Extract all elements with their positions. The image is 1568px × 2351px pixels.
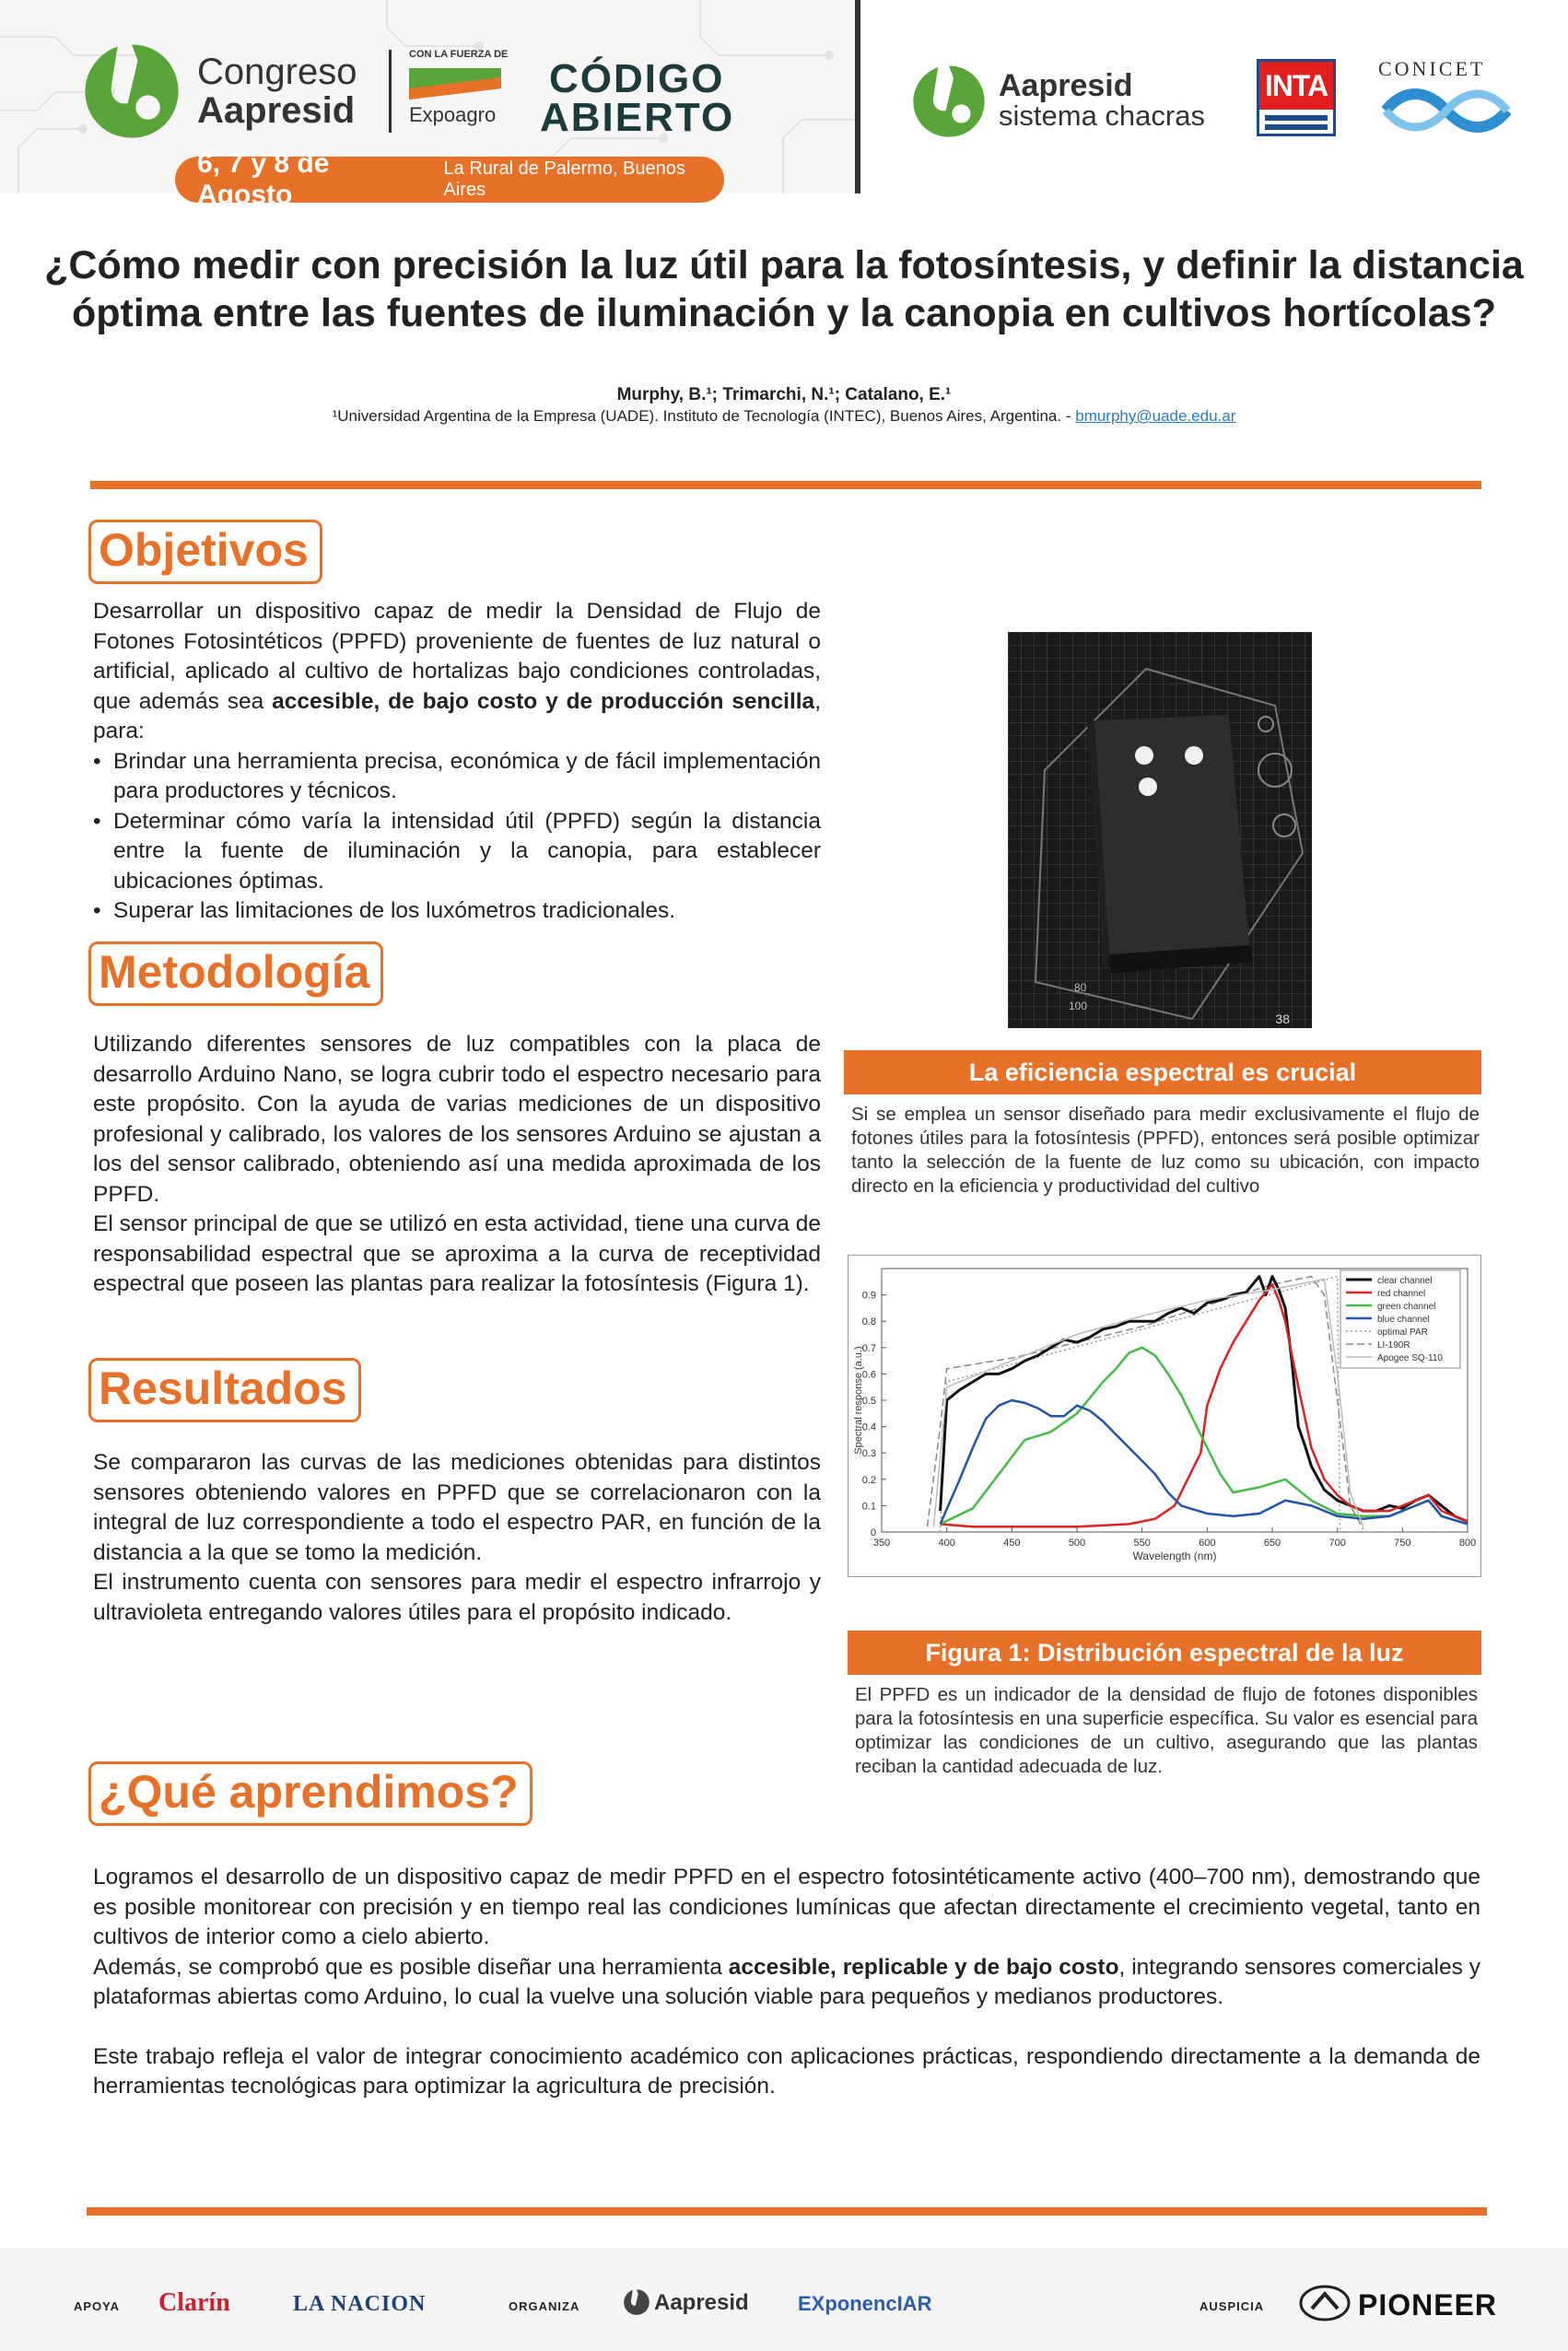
- spectral-chart: [848, 1255, 1481, 1577]
- figura-text: El PPFD es un indicador de la densidad de flujo de fotones disponibles para la fotosíntesis en una superficie específica. Su valor es esencial para optimizar las condiciones de un cultivo, asegurando que las plantas reciban la cantidad adecuada de luz.: [855, 1684, 1478, 1777]
- aapresid-sc-line1: Aapresid: [999, 68, 1133, 103]
- poster-header: [0, 0, 1568, 210]
- metodologia-p2: El sensor principal de que se utilizó en esta actividad, tiene una curva de responsabilidad espectral que se aproxima a la curva de receptividad espectral que poseen las plantas para realizar la fotosíntesis (Figura 1).: [93, 1211, 821, 1296]
- spectral-chart-svg: [848, 1256, 1482, 1578]
- aprendimos-p2: Además, se comprobó que es posible diseñar una herramienta accesible, replicable y de bajo costo, integrando sensores comerciales y plataformas abiertas como Arduino, lo cual la vuelve una solución viable para pequeños y medianos productores.: [93, 1954, 1480, 2009]
- header-divider: [855, 0, 860, 193]
- aapresid-footer-logo: Aapresid: [654, 2290, 749, 2315]
- x-tick-label: 350: [872, 1538, 891, 1549]
- expoagro-flag-icon: [409, 68, 501, 99]
- aapresid-footer-leaf-icon: [623, 2288, 650, 2316]
- inta-logo: [1257, 59, 1336, 136]
- affiliation: [0, 407, 1568, 426]
- ruler-label: 80: [1074, 981, 1087, 994]
- event-place: La Rural de Palermo, Buenos Aires: [443, 158, 685, 200]
- metodologia-heading: Metodología: [88, 942, 383, 1006]
- figura-heading: Figura 1: Distribución espectral de la luz: [848, 1631, 1481, 1675]
- affiliation-text: ¹Universidad Argentina de la Empresa (UADE). Instituto de Tecnología (INTEC), Buenos Aires, Argentina. -: [332, 407, 1076, 425]
- aprendimos-heading: ¿Qué aprendimos?: [88, 1761, 532, 1826]
- legend-label: green channel: [1377, 1302, 1436, 1312]
- photo-number: 38: [1275, 1012, 1290, 1026]
- title-line2: óptima entre las fuentes de iluminación y la canopia en cultivos hortícolas?: [72, 291, 1496, 336]
- objetivos-text: [93, 597, 821, 927]
- x-tick-label: 800: [1458, 1538, 1477, 1549]
- x-tick-label: 600: [1199, 1538, 1216, 1549]
- inta-text: INTA: [1259, 62, 1333, 110]
- event-date: 6, 7 y 8 de Agosto: [197, 148, 330, 210]
- aapresid-leaf-icon: [81, 41, 182, 142]
- email-link[interactable]: bmurphy@uade.edu.ar: [1075, 407, 1236, 425]
- y-tick-label: 0.5: [861, 1396, 876, 1407]
- y-tick-label: 0.4: [861, 1421, 876, 1433]
- ruler-label: 100: [1069, 1000, 1088, 1012]
- metodologia-text: [93, 1030, 821, 1300]
- aprendimos-p1: Logramos el desarrollo de un dispositivo capaz de medir PPFD en el espectro fotosintéticamente activo (400–700 nm), demostrando que es posible monitorear con precisión y en tiempo real las condiciones lumínicas que afectan directamente el crecimiento vegetal, tanto en cultivos de interior como a cielo abierto.: [93, 1865, 1480, 1949]
- x-tick-label: 700: [1328, 1538, 1346, 1549]
- x-axis-label: Wavelength (nm): [1132, 1550, 1217, 1562]
- objetivos-heading: Objetivos: [88, 520, 322, 584]
- con-la-fuerza-de: CON LA FUERZA DE: [409, 49, 509, 60]
- aprendimos-text: [93, 1863, 1480, 2102]
- y-tick-label: 0.9: [861, 1290, 876, 1302]
- aapresid-sc-line2: sistema chacras: [999, 99, 1205, 132]
- auspicia-label: AUSPICIA: [1199, 2299, 1265, 2313]
- date-banner: [175, 148, 724, 210]
- conicet-text: CONICET: [1378, 57, 1486, 80]
- legend-label: red channel: [1377, 1289, 1426, 1299]
- clarin-logo: Clarín: [158, 2288, 230, 2317]
- legend-label: LI-190R: [1377, 1340, 1410, 1351]
- sponsor-footer: [0, 2248, 1568, 2351]
- eficiencia-text: Si se emplea un sensor diseñado para medir exclusivamente el flujo de fotones útiles para la fotosíntesis (PPFD), entonces será posible optimizar tanto la selección de la fuente de luz como su ubicación, con impacto directo en la eficiencia y productividad del cultivo: [851, 1104, 1480, 1197]
- metodologia-p1: Utilizando diferentes sensores de luz compatibles con la placa de desarrollo Arduino Nano, se logra cubrir todo el espectro necesario para este propósito. Con la ayuda de varias mediciones de un dispositivo profesional y calibrado, los valores de los sensores Arduino se ajustan a los del sensor calibrado, obteniendo así una medida aproximada de los PPFD.: [93, 1032, 821, 1207]
- aapresid-sc-leaf-icon: [910, 63, 988, 140]
- x-tick-label: 450: [1003, 1538, 1021, 1549]
- legend-label: clear channel: [1377, 1276, 1433, 1286]
- congreso-line1: Congreso: [197, 52, 357, 92]
- x-tick-label: 500: [1068, 1538, 1086, 1549]
- resultados-heading: Resultados: [88, 1358, 361, 1422]
- objetivos-bullet: • Determinar cómo varía la intensidad útil (PPFD) según la distancia entre la fuente de iluminación y la canopia, para establecer ubicaciones óptimas.: [93, 807, 821, 897]
- top-orange-rule: [90, 481, 1481, 489]
- x-tick-label: 750: [1394, 1538, 1411, 1549]
- x-tick-label: 650: [1263, 1538, 1281, 1549]
- y-axis-label: Spectral response (a.u.): [853, 1346, 864, 1455]
- logo-separator: [389, 50, 392, 133]
- resultados-text: [93, 1448, 821, 1628]
- expoagro-text: Expoagro: [409, 103, 497, 126]
- resultados-p2: El instrumento cuenta con sensores para medir el espectro infrarrojo y ultravioleta entregando valores útiles para el propósito indicado.: [93, 1570, 821, 1625]
- codigo-line2: ABIERTO: [540, 95, 735, 140]
- legend-label: blue channel: [1377, 1315, 1430, 1325]
- y-tick-label: 0.2: [861, 1474, 876, 1486]
- y-tick-label: 0.3: [861, 1448, 876, 1460]
- objetivos-intro: Desarrollar un dispositivo capaz de medir la Densidad de Flujo de Fotones Fotosintéticos (PPFD) proveniente de fuentes de luz natural o artificial, aplicado al cultivo de hortalizas bajo condiciones controladas, que además sea accesible, de bajo costo y de producción sencilla, para:: [93, 599, 821, 743]
- device-photo: [1008, 632, 1312, 1028]
- poster-title: [28, 241, 1540, 338]
- aprendimos-p3: Este trabajo refleja el valor de integrar conocimiento académico con aplicaciones prácticas, respondiendo directamente a la demanda de herramientas tecnológicas para optimizar la agricultura de precisión.: [93, 2043, 1480, 2099]
- y-tick-label: 0.6: [861, 1369, 876, 1381]
- y-tick-label: 0: [870, 1527, 876, 1538]
- lanacion-logo: LA NACION: [293, 2292, 427, 2316]
- objetivos-bullet: • Brindar una herramienta precisa, económica y de fácil implementación para productores y técnicos.: [93, 747, 821, 807]
- apoya-label: APOYA: [74, 2299, 121, 2313]
- congreso-line2: Aapresid: [197, 90, 356, 131]
- x-tick-label: 550: [1133, 1538, 1151, 1549]
- authors: Murphy, B.¹; Trimarchi, N.¹; Catalano, E.¹: [616, 385, 952, 404]
- codigo-line1: CÓDIGO: [549, 56, 725, 101]
- objetivos-bullet: • Superar las limitaciones de los luxómetros tradicionales.: [93, 896, 821, 927]
- y-tick-label: 0.7: [861, 1342, 876, 1354]
- cutting-mat-graphic: [1008, 632, 1312, 1028]
- title-line1: ¿Cómo medir con precisión la luz útil para la fotosíntesis, y definir la distancia: [44, 243, 1524, 287]
- legend-label: Apogee SQ-110: [1377, 1353, 1443, 1363]
- eficiencia-heading: La eficiencia espectral es crucial: [844, 1050, 1481, 1094]
- pioneer-logo: PIONEER: [1358, 2288, 1498, 2322]
- series-line-li-190r: [928, 1277, 1363, 1530]
- organiza-label: ORGANIZA: [509, 2299, 580, 2313]
- bottom-orange-rule: [87, 2207, 1487, 2216]
- legend-label: optimal PAR: [1377, 1328, 1428, 1338]
- pioneer-icon: [1299, 2285, 1351, 2322]
- exponencial-logo: EXponencIAR: [798, 2292, 932, 2315]
- objetivos-list: [93, 747, 821, 927]
- conicet-wave-icon: [1382, 85, 1511, 136]
- x-tick-label: 400: [938, 1538, 955, 1549]
- resultados-p1: Se compararon las curvas de las mediciones obtenidas para distintos sensores obteniendo valores en PPFD que se correlacionaron con la integral de luz correspondiente a todo el espectro PAR, en función de la distancia a la que se tomo la medición.: [93, 1450, 821, 1565]
- y-tick-label: 0.1: [861, 1501, 876, 1513]
- y-tick-label: 0.8: [861, 1316, 876, 1328]
